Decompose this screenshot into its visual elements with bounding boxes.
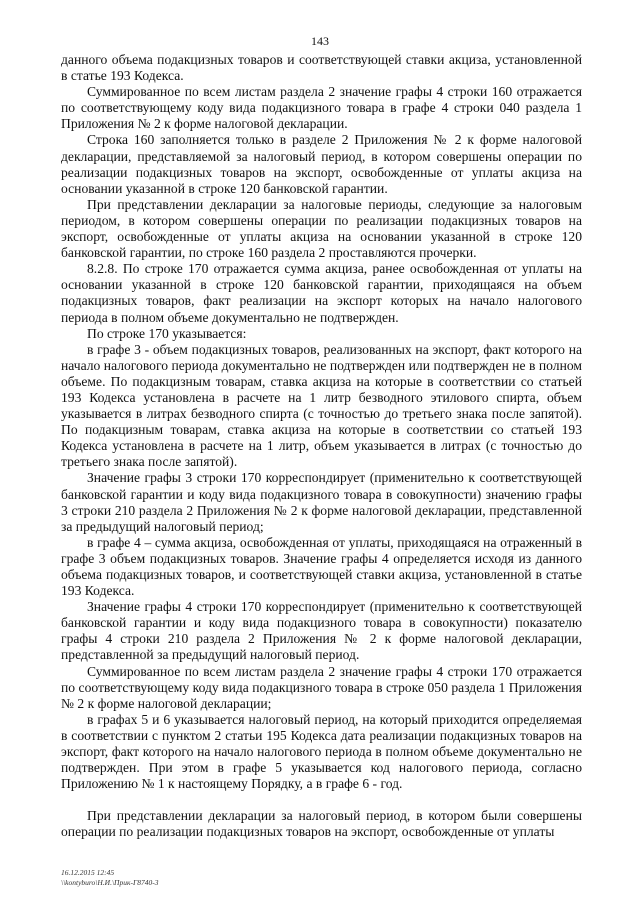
paragraph: Суммированное по всем листам раздела 2 значение графы 4 строки 160 отражается по соответствующему коду вида подакцизного товара в графе 4 строки 040 раздела 1 Приложения № 2 к форме налоговой декларации. <box>61 84 582 132</box>
paragraph: Суммированное по всем листам раздела 2 значение графы 4 строки 170 отражается по соответствующему коду вида подакцизного товара в строке 050 раздела 1 Приложения № 2 к форме налоговой декларации; <box>61 663 582 711</box>
footer-file-path: \\kontyburo\Н.И.\Прик-Г8740-3 <box>61 878 159 887</box>
paragraph: Значение графы 3 строки 170 корреспондирует (применительно к соответствующей банковской гарантии и коду вида подакцизного товара в совокупности) значению графы 3 строки 210 раздела 2 Приложения № 2 к форме налоговой декларации, представленной за предыдущий налоговый период; <box>61 470 582 534</box>
footer-timestamp: 16.12.2015 12:45 <box>61 868 115 877</box>
paragraph: в графе 3 - объем подакцизных товаров, реализованных на экспорт, факт которого на начало налогового периода документально не подтвержден или подтвержден не в полном объеме. По подакцизным товарам, ставка акциза на которые в соответствии со статьей 193 Кодекса установлена в расчете на 1 литр безводного этилового спирта, объем указывается в литрах безводного спирта (с точностью до третьего знака после запятой). По подакцизным товарам, ставка акциза на которые в соответствии со статьей 193 Кодекса установлена в расчете на 1 литр, объем указывается в литрах (с точностью до третьего знака после запятой). <box>61 341 582 470</box>
footer-file-stamp <box>61 868 159 888</box>
paragraph: По строке 170 указывается: <box>87 325 247 341</box>
paragraph: в графах 5 и 6 указывается налоговый период, на который приходится определяемая в соответствии с пунктом 2 статьи 195 Кодекса дата реализации подакцизных товаров на экспорт, факт которого на начало налогового периода в полном объеме документально не подтвержден. При этом в графе 5 указывается код налогового периода, согласно Приложению № 1 к настоящему Порядку, а в графе 6 - год. <box>61 711 582 792</box>
paragraph: При представлении декларации за налоговый период, в котором были совершены операции по реализации подакцизных товаров на экспорт, освобожденные от уплаты <box>61 808 582 840</box>
paragraph: Строка 160 заполняется только в разделе 2 Приложения № 2 к форме налоговой декларации, представляемой за налоговый период, в котором совершены операции по реализации подакцизных товаров на экспорт, освобожденные от уплаты акциза на основании указанной в строке 120 банковской гарантии. <box>61 132 582 196</box>
paragraph: Значение графы 4 строки 170 корреспондирует (применительно к соответствующей банковской гарантии и коду вида подакцизного товара в совокупности) показателю графы 4 строки 210 раздела 2 Приложения № 2 к форме налоговой декларации, представленной за предыдущий налоговый период. <box>61 599 582 663</box>
document-body <box>61 52 582 841</box>
page-number: 143 <box>311 34 329 48</box>
paragraph: При представлении декларации за налоговые периоды, следующие за налоговым периодом, в котором совершены операции по реализации подакцизных товаров на экспорт, освобожденные от уплаты акциза на основании указанной в строке 120 банковской гарантии, по строке 160 раздела 2 проставляются прочерки. <box>61 196 582 261</box>
paragraph: 8.2.8. По строке 170 отражается сумма акциза, ранее освобожденная от уплаты на основании указанной в строке 120 банковской гарантии, приходящаяся на объем подакцизных товаров, факт реализации на экспорт которых на начало налогового периода в полном объеме документально не подтвержден. <box>61 261 582 325</box>
paragraph: в графе 4 – сумма акциза, освобожденная от уплаты, приходящаяся на отраженный в графе 3 объем подакцизных товаров. Значение графы 4 определяется исходя из данного объема подакцизных товаров, и соответствующей ставки акциза, установленной в статье 193 Кодекса. <box>61 534 582 599</box>
paragraph: данного объема подакцизных товаров и соответствующей ставки акциза, установленной в статье 193 Кодекса. <box>61 52 582 84</box>
